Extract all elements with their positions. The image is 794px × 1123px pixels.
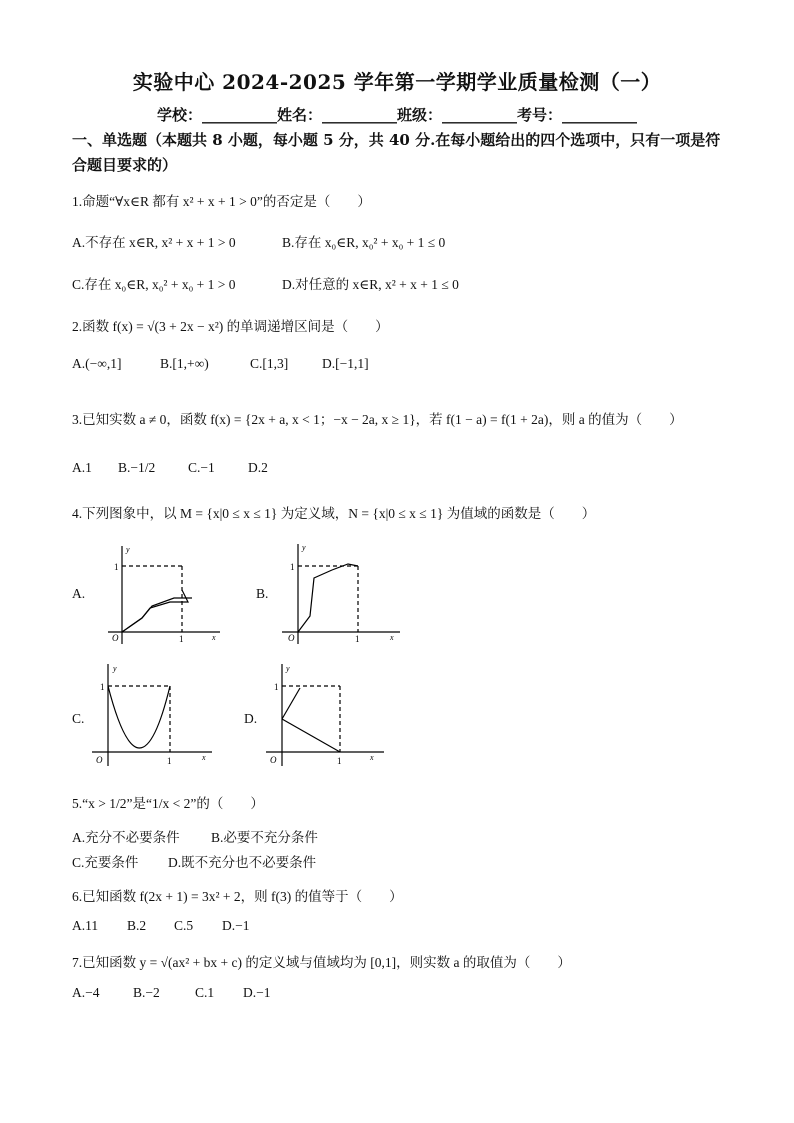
question-1-option-b: B.存在 x₀∈R, x₀² + x₀ + 1 ≤ 0: [282, 235, 446, 250]
question-2-stem: 2.函数 f(x) = √(3 + 2x − x²) 的单调递增区间是（ ）: [72, 319, 389, 334]
question-5-option-b: B.必要不充分条件: [211, 830, 318, 845]
graph-c-y-one: 1: [100, 682, 105, 692]
graph-d: [262, 660, 392, 772]
question-7-stem: 7.已知函数 y = √(ax² + bx + c) 的定义域与值域均为 [0,1]，则实数 a 的取值为（ ）: [72, 955, 571, 970]
question-3-stem: 3.已知实数 a ≠ 0，函数 f(x) = {2x + a, x < 1；−x − 2a, x ≥ 1}，若 f(1 − a) = f(1 + 2a)，则 a 的值为（ ）: [72, 412, 683, 427]
question-3-option-c: C.−1: [188, 460, 215, 475]
graph-d-x-label: x: [370, 753, 374, 762]
graph-b-y-label: y: [302, 543, 306, 552]
question-3-option-a: A.1: [72, 460, 92, 475]
graph-a-y-one: 1: [114, 562, 119, 572]
question-5-option-c: C.充要条件: [72, 855, 139, 870]
question-7-option-b: B.−2: [133, 985, 160, 1000]
graph-b: [278, 540, 408, 650]
graph-a-y-label: y: [126, 545, 130, 554]
graph-d-segment-down: [282, 719, 340, 752]
graph-b-x-one: 1: [355, 634, 360, 644]
graph-a-curve-line: [122, 590, 188, 632]
graph-c-y-label: y: [113, 664, 117, 673]
graph-d-origin: O: [270, 755, 277, 765]
graph-a-label: A.: [72, 586, 86, 601]
question-4-stem: 4.下列图象中，以 M = {x|0 ≤ x ≤ 1} 为定义域，N = {x|0 ≤ x ≤ 1} 为值域的函数是（ ）: [72, 506, 596, 521]
graph-d-x-one: 1: [337, 756, 342, 766]
graph-c-label: C.: [72, 711, 85, 726]
graph-d-segment-up: [282, 688, 300, 719]
graph-c-x-label: x: [202, 753, 206, 762]
question-7-option-a: A.−4: [72, 985, 100, 1000]
question-2-option-d: D.[−1,1]: [322, 356, 369, 371]
graph-c-curve: [108, 686, 170, 748]
graph-b-curve: [298, 564, 358, 632]
question-3-option-b: B.−1/2: [118, 460, 156, 475]
graph-b-x-label: x: [390, 633, 394, 642]
graph-b-y-one: 1: [290, 562, 295, 572]
question-7-option-d: D.−1: [243, 985, 271, 1000]
question-6-option-a: A.11: [72, 918, 99, 933]
question-2-option-b: B.[1,+∞): [160, 356, 209, 371]
graph-c: [88, 660, 218, 772]
question-2-option-c: C.[1,3]: [250, 356, 289, 371]
graph-d-label: D.: [244, 711, 258, 726]
question-1-option-a: A.不存在 x∈R, x² + x + 1 > 0: [72, 235, 236, 250]
graph-b-origin: O: [288, 633, 295, 643]
graph-d-y-label: y: [286, 664, 290, 673]
question-5-stem: 5.“x > 1/2”是“1/x < 2”的（ ）: [72, 796, 264, 811]
exam-title: 实验中心 2024-2025 学年第一学期学业质量检测（一）: [132, 70, 662, 94]
question-2-option-a: A.(−∞,1]: [72, 356, 122, 371]
question-6-option-d: D.−1: [222, 918, 250, 933]
question-6-stem: 6.已知函数 f(2x + 1) = 3x² + 2，则 f(3) 的值等于（ ）: [72, 889, 403, 904]
question-6-option-c: C.5: [174, 918, 194, 933]
question-1-option-c: C.存在 x₀∈R, x₀² + x₀ + 1 > 0: [72, 277, 236, 292]
graph-c-x-one: 1: [167, 756, 172, 766]
question-5-option-d: D.既不充分也不必要条件: [168, 855, 317, 870]
question-7-option-c: C.1: [195, 985, 215, 1000]
graph-d-y-one: 1: [274, 682, 279, 692]
question-3-option-d: D.2: [248, 460, 268, 475]
graph-a-x-label: x: [212, 633, 216, 642]
graph-a: [100, 540, 230, 650]
section-heading: 一、单选题（本题共 8 小题，每小题 5 分，共 40 分.在每小题给出的四个选项中，只有一项是符合题目要求的）: [72, 131, 721, 174]
question-1-option-d: D.对任意的 x∈R, x² + x + 1 ≤ 0: [282, 277, 459, 292]
question-6-option-b: B.2: [127, 918, 147, 933]
graph-a-x-one: 1: [179, 634, 184, 644]
student-info-line: 学校：__________姓名：__________班级：__________考号：__________: [156, 106, 637, 124]
question-1-stem: 1.命题“∀x∈R 都有 x² + x + 1 > 0”的否定是（ ）: [72, 194, 371, 209]
question-5-option-a: A.充分不必要条件: [72, 830, 180, 845]
graph-a-origin: O: [112, 633, 119, 643]
graph-c-origin: O: [96, 755, 103, 765]
graph-b-label: B.: [256, 586, 269, 601]
